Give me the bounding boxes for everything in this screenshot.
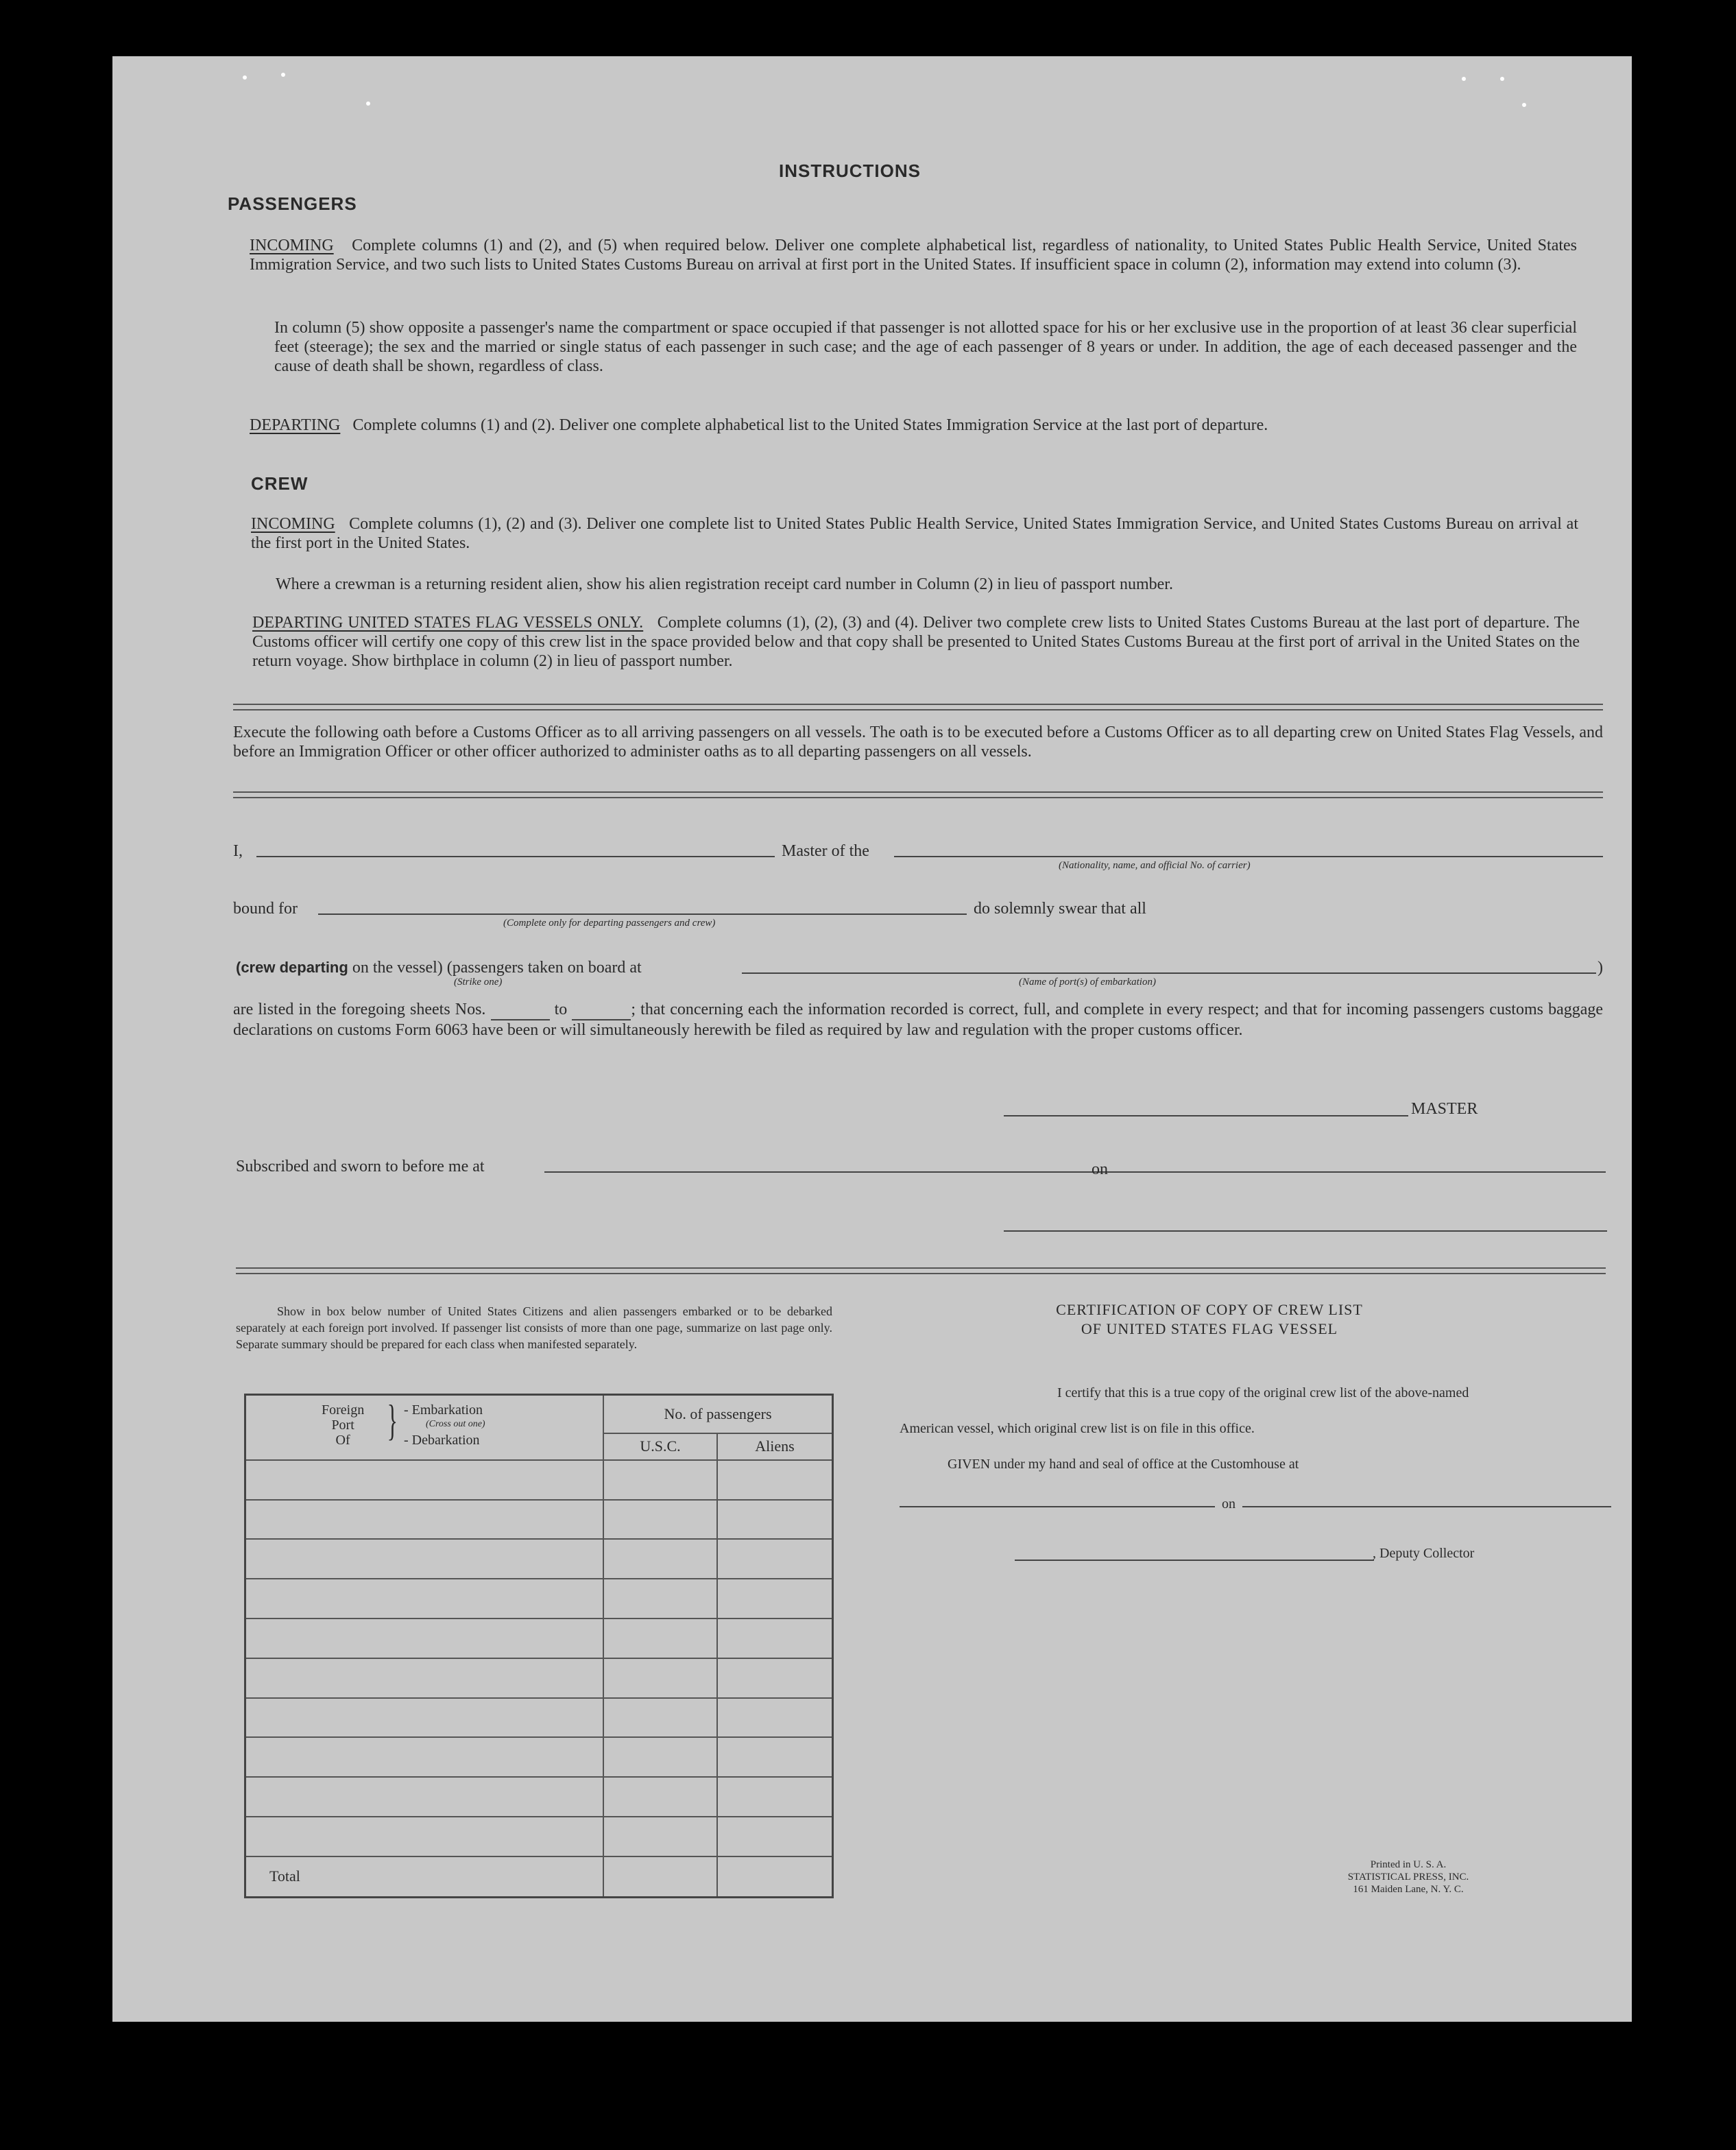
usc-cell[interactable] bbox=[603, 1460, 717, 1500]
usc-cell[interactable] bbox=[603, 1579, 717, 1619]
deputy-collector-label: , Deputy Collector bbox=[1373, 1546, 1475, 1561]
certification-title-line1: CERTIFICATION OF COPY OF CREW LIST bbox=[1056, 1301, 1363, 1318]
officer-signature-field[interactable] bbox=[1004, 1230, 1607, 1232]
departing-text: Complete columns (1) and (2). Deliver one complete alphabetical list to the United States Immigration Service at the last port of departure. bbox=[352, 416, 1268, 434]
printer-line3: 161 Maiden Lane, N. Y. C. bbox=[1353, 1884, 1464, 1895]
printer-imprint bbox=[1278, 1859, 1539, 1896]
listed-paragraph bbox=[233, 1000, 1603, 1040]
scan-speck bbox=[1500, 77, 1504, 81]
crew-incoming-text: Complete columns (1), (2) and (3). Deliver one complete list to United States Public Health Service, United States Immigration Service, and United States Customs Bureau on arrival at the first port in the United States. bbox=[251, 515, 1579, 552]
port-cell[interactable] bbox=[245, 1460, 604, 1500]
crew-departing-options bbox=[236, 959, 642, 977]
master-of-the-label: Master of the bbox=[782, 842, 869, 860]
name-of-ports-note: (Name of port(s) of embarkation) bbox=[1019, 977, 1156, 988]
foreign-port-of-label bbox=[322, 1402, 364, 1448]
aliens-cell[interactable] bbox=[717, 1539, 833, 1579]
crew-heading: CREW bbox=[251, 473, 309, 494]
scan-speck bbox=[366, 101, 370, 106]
bound-for-field[interactable] bbox=[318, 913, 967, 915]
column5-paragraph: In column (5) show opposite a passenger's name the compartment or space occupied if that passenger is not allotted space for his or her exclusive use in the proportion of at least 36 clear superficial feet (steerage); the sex and the married or single status of each passenger in such case; and the age of each passenger of 8 years or under. In addition, the age of each deceased passenger and the cause of death shall be shown, regardless of class. bbox=[274, 319, 1577, 375]
master-name-field[interactable] bbox=[256, 856, 775, 857]
master-signature-label: MASTER bbox=[1411, 1100, 1478, 1118]
divider bbox=[236, 1267, 1606, 1274]
foreign-label: Foreign bbox=[322, 1402, 365, 1418]
port-cell[interactable] bbox=[245, 1737, 604, 1777]
instructions-title: INSTRUCTIONS bbox=[779, 160, 921, 181]
usc-cell[interactable] bbox=[603, 1539, 717, 1579]
usc-cell[interactable] bbox=[603, 1500, 717, 1540]
form-sheet bbox=[112, 56, 1632, 2022]
sheet-from-field[interactable] bbox=[491, 1000, 550, 1020]
port-cell[interactable] bbox=[245, 1698, 604, 1738]
total-aliens-cell[interactable] bbox=[717, 1856, 833, 1898]
certification-date-field[interactable] bbox=[1242, 1506, 1611, 1507]
complete-only-note: (Complete only for departing passengers and crew) bbox=[503, 918, 716, 929]
oath-i-label: I, bbox=[233, 842, 243, 860]
usc-cell[interactable] bbox=[603, 1619, 717, 1658]
certification-title-line2: OF UNITED STATES FLAG VESSEL bbox=[1081, 1320, 1338, 1337]
usc-header: U.S.C. bbox=[603, 1433, 717, 1460]
departing-flag-label: DEPARTING UNITED STATES FLAG VESSELS ONLY. bbox=[252, 614, 644, 632]
listed-text-b: ; that concerning each the information recorded is correct, full, and complete in every respect; and that for incoming passengers customs baggage declarations on customs Form 6063 have been or will simultaneously herewith be filed as required by law and regulation with the proper customs officer. bbox=[233, 1001, 1604, 1039]
nationality-note: (Nationality, name, and official No. of carrier) bbox=[1059, 860, 1251, 871]
customhouse-field[interactable] bbox=[900, 1506, 1215, 1507]
summary-note: Show in box below number of United States Citizens and alien passengers embarked or to be debarked separately at each foreign port involved. If passenger list consists of more than one page, summarize on last page only. Separate summary should be prepared for each class when manifested separately. bbox=[236, 1304, 832, 1351]
subscribed-label: Subscribed and sworn to before me at bbox=[236, 1158, 485, 1175]
bound-for-label: bound for bbox=[233, 900, 298, 918]
embarkation-label: - Embarkation bbox=[404, 1402, 483, 1418]
do-solemnly-label: do solemnly swear that all bbox=[974, 900, 1146, 918]
aliens-cell[interactable] bbox=[717, 1500, 833, 1540]
aliens-cell[interactable] bbox=[717, 1619, 833, 1658]
aliens-cell[interactable] bbox=[717, 1460, 833, 1500]
total-label: Total bbox=[245, 1856, 604, 1898]
usc-cell[interactable] bbox=[603, 1698, 717, 1738]
departing-flag-text: Complete columns (1), (2), (3) and (4). Deliver two complete crew lists to United States Customs Bureau at the last port of departure. The Customs officer will certify one copy of this crew list in the space provided below and that copy shall be presented to United States Customs Bureau at the first port of arrival in the United States on the return voyage. Show birthplace in column (2) in lieu of passport number. bbox=[252, 614, 1580, 670]
departing-flag-paragraph bbox=[252, 613, 1580, 671]
port-cell[interactable] bbox=[245, 1777, 604, 1817]
port-cell[interactable] bbox=[245, 1658, 604, 1698]
debarkation-label: - Debarkation bbox=[404, 1433, 480, 1448]
certification-text1: I certify that this is a true copy of the original crew list of the above-named bbox=[1057, 1385, 1469, 1400]
passengers-heading: PASSENGERS bbox=[228, 193, 357, 214]
on-the-vessel-label: on the vessel) bbox=[352, 959, 443, 977]
crewman-paragraph: Where a crewman is a returning resident alien, show his alien registration receipt card number in Column (2) in lieu of passport number. bbox=[276, 575, 1173, 593]
port-header-cell bbox=[245, 1395, 604, 1460]
usc-cell[interactable] bbox=[603, 1737, 717, 1777]
sheet-to-field[interactable] bbox=[572, 1000, 631, 1020]
printer-line2: STATISTICAL PRESS, INC. bbox=[1347, 1872, 1469, 1883]
listed-text-to: to bbox=[554, 1001, 568, 1018]
aliens-cell[interactable] bbox=[717, 1737, 833, 1777]
usc-cell[interactable] bbox=[603, 1777, 717, 1817]
aliens-cell[interactable] bbox=[717, 1698, 833, 1738]
aliens-cell[interactable] bbox=[717, 1658, 833, 1698]
passengers-departing-paragraph bbox=[250, 416, 1577, 435]
aliens-header: Aliens bbox=[717, 1433, 833, 1460]
no-of-passengers-header: No. of passengers bbox=[603, 1395, 833, 1433]
incoming-label: INCOMING bbox=[250, 237, 334, 254]
listed-text-a: are listed in the foregoing sheets Nos. bbox=[233, 1001, 486, 1018]
aliens-cell[interactable] bbox=[717, 1579, 833, 1619]
port-cell[interactable] bbox=[245, 1619, 604, 1658]
aliens-cell[interactable] bbox=[717, 1777, 833, 1817]
cross-out-note: (Cross out one) bbox=[426, 1419, 485, 1429]
oath-note: Execute the following oath before a Customs Officer as to all arriving passengers on all vessels. The oath is to be executed before a Customs Officer as to all departing crew on United States Flag Vessels, and before an Immigration Officer or other officer authorized to administer oaths as to all departing passengers on all vessels. bbox=[233, 724, 1603, 761]
aliens-cell[interactable] bbox=[717, 1817, 833, 1856]
scan-speck bbox=[243, 75, 247, 80]
scan-speck bbox=[1522, 103, 1526, 107]
divider bbox=[233, 791, 1603, 798]
certification-text2: American vessel, which original crew list is on file in this office. bbox=[900, 1421, 1255, 1436]
scan-speck bbox=[1462, 77, 1466, 81]
passenger-summary-table bbox=[244, 1394, 834, 1898]
master-signature-field[interactable] bbox=[1004, 1115, 1408, 1116]
printer-line1: Printed in U. S. A. bbox=[1370, 1859, 1447, 1870]
crew-incoming-label: INCOMING bbox=[251, 515, 335, 533]
passengers-taken-label: (passengers taken on board at bbox=[446, 959, 642, 977]
embarkation-ports-field[interactable] bbox=[742, 972, 1596, 974]
certification-on-label: on bbox=[1222, 1496, 1235, 1512]
incoming-text: Complete columns (1) and (2), and (5) when required below. Deliver one complete alphabetical list, regardless of nationality, to United States Public Health Service, United States Immigration Service, and two such lists to United States Customs Bureau on arrival at first port in the United States. If insufficient space in column (2), information may extend into column (3). bbox=[250, 237, 1578, 274]
sworn-on-label: on bbox=[1092, 1160, 1108, 1178]
certification-text3: GIVEN under my hand and seal of office at the Customhouse at bbox=[948, 1457, 1299, 1472]
scan-speck bbox=[281, 73, 285, 77]
port-cell[interactable] bbox=[245, 1579, 604, 1619]
port-cell[interactable] bbox=[245, 1500, 604, 1540]
carrier-field[interactable] bbox=[894, 856, 1603, 857]
close-paren: ) bbox=[1598, 959, 1603, 977]
port-cell[interactable] bbox=[245, 1817, 604, 1856]
of-label: Of bbox=[335, 1433, 350, 1448]
strike-one-note: (Strike one) bbox=[454, 977, 503, 988]
departing-label: DEPARTING bbox=[250, 416, 341, 434]
certification-title bbox=[1011, 1300, 1408, 1339]
crew-incoming-paragraph bbox=[251, 514, 1578, 553]
total-usc-cell[interactable] bbox=[603, 1856, 717, 1898]
usc-cell[interactable] bbox=[603, 1658, 717, 1698]
crew-departing-label: (crew departing bbox=[236, 959, 348, 976]
brace-icon: } bbox=[387, 1396, 398, 1444]
port-cell[interactable] bbox=[245, 1539, 604, 1579]
usc-cell[interactable] bbox=[603, 1817, 717, 1856]
passengers-incoming-paragraph bbox=[250, 236, 1577, 274]
sworn-date-field[interactable] bbox=[1113, 1171, 1606, 1173]
deputy-collector-signature-field[interactable] bbox=[1015, 1560, 1374, 1561]
port-label: Port bbox=[331, 1418, 354, 1433]
divider bbox=[233, 704, 1603, 710]
